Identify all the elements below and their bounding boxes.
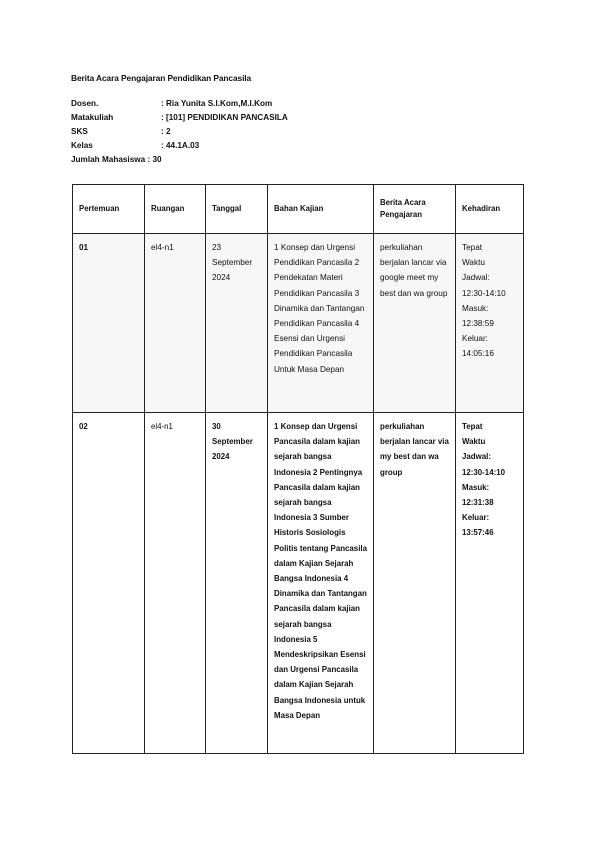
header-berita-acara: Berita Acara Pengajaran (374, 185, 456, 234)
cell-pertemuan: 01 (73, 234, 145, 413)
course-info (71, 97, 288, 167)
meta-label: Jumlah Mahasiswa (71, 155, 146, 164)
cell-pertemuan: 02 (73, 413, 145, 754)
meta-row-kelas (71, 139, 288, 153)
meta-row-dosen (71, 97, 288, 111)
cell-tanggal: 30 September 2024 (206, 413, 268, 754)
meta-label: Matakuliah (71, 113, 114, 122)
meta-value: : 44.1A.03 (161, 141, 200, 150)
meta-value: : 2 (161, 127, 171, 136)
meta-value: : 30 (145, 155, 162, 164)
meta-row-sks (71, 125, 288, 139)
cell-tanggal: 23 September 2024 (206, 234, 268, 413)
meta-value: : [101] PENDIDIKAN PANCASILA (161, 113, 288, 122)
cell-kehadiran: Tepat Waktu Jadwal: 12:30-14:10 Masuk: 12:31:38 Keluar: 13:57:46 (456, 413, 524, 754)
meta-label: SKS (71, 127, 88, 136)
cell-ruangan: el4-n1 (145, 234, 206, 413)
table-row (73, 413, 524, 754)
meta-row-matakuliah (71, 111, 288, 125)
cell-berita-acara: perkuliahan berjalan lancar via my best dan wa group (374, 413, 456, 754)
header-tanggal: Tanggal (206, 185, 268, 234)
header-kehadiran: Kehadiran (456, 185, 524, 234)
header-pertemuan: Pertemuan (73, 185, 145, 234)
table-row (73, 234, 524, 413)
teaching-record-table (72, 184, 524, 754)
cell-ruangan: el4-n1 (145, 413, 206, 754)
cell-bahan-kajian: 1 Konsep dan Urgensi Pendidikan Pancasila 2 Pendekatan Materi Pendidikan Pancasila 3 Dinamika dan Tantangan Pendidikan Pancasila 4 Esensi dan Urgensi Pendidikan Pancasila Untuk Masa Depan (268, 234, 374, 413)
meta-row-jumlah-mahasiswa (71, 153, 288, 167)
cell-bahan-kajian: 1 Konsep dan Urgensi Pancasila dalam kajian sejarah bangsa Indonesia 2 Pentingnya Pancasila dalam kajian sejarah bangsa Indonesia 3 Sumber Historis Sosiologis Politis tentang Pancasila dalam Kajian Sejarah Bangsa Indonesia 4 Dinamika dan Tantangan Pancasila dalam kajian sejarah bangsa Indonesia 5 Mendeskripsikan Esensi dan Urgensi Pancasila dalam Kajian Sejarah Bangsa Indonesia untuk Masa Depan (268, 413, 374, 754)
meta-label: Dosen. (71, 99, 99, 108)
header-ruangan: Ruangan (145, 185, 206, 234)
table-header-row (73, 185, 524, 234)
cell-berita-acara: perkuliahan berjalan lancar via google meet my best dan wa group (374, 234, 456, 413)
meta-value: : Ria Yunita S.I.Kom,M.I.Kom (161, 99, 273, 108)
meta-label: Kelas (71, 141, 93, 150)
page-title: Berita Acara Pengajaran Pendidikan Pancasila (71, 73, 252, 83)
header-bahan-kajian: Bahan Kajian (268, 185, 374, 234)
cell-kehadiran: Tepat Waktu Jadwal: 12:30-14:10 Masuk: 12:38:59 Keluar: 14:05:16 (456, 234, 524, 413)
